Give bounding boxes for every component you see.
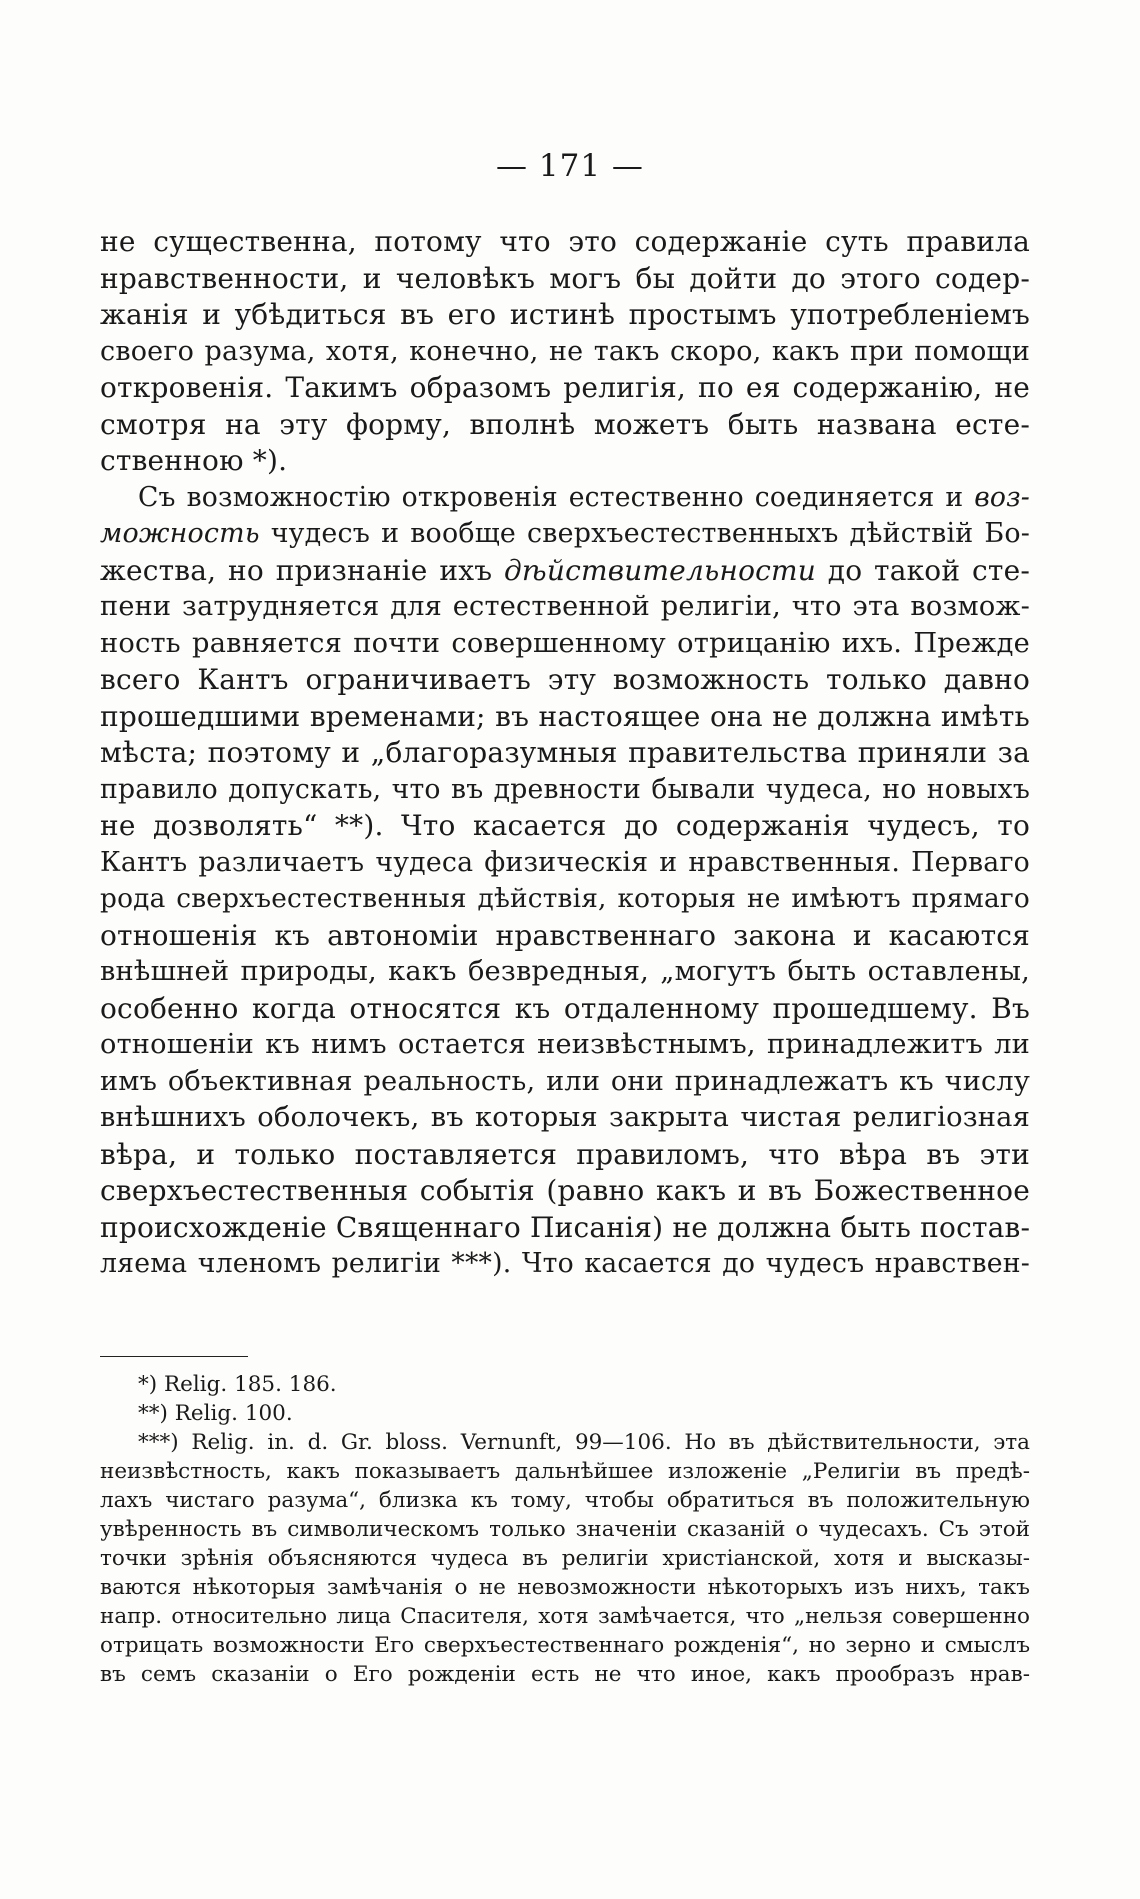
text-line: не существенна, потому что это содержаніе суть правила — [100, 225, 1030, 258]
paragraph-start-line: Съ возможностію откровенія естественно соединяется и воз- — [138, 481, 1030, 513]
text-line: ляема членомъ религіи ***). Что касается до чудесъ нравствен- — [100, 1248, 1030, 1279]
text-line: не дозволять“ **). Что касается до содержанія чудесъ, то — [100, 809, 1030, 842]
text-line: Кантъ различаетъ чудеса физическія и нравственныя. Перваго — [100, 846, 1030, 878]
footnote-line: отрицать возможности Его сверхъестественнаго рожденія“, но зерно и смыслъ — [100, 1633, 1030, 1658]
text-line: всего Кантъ ограничиваетъ эту возможность только давно — [100, 663, 1030, 696]
footnote-line: ***) Relig. in. d. Gr. bloss. Vernunft, 99—106. Но въ дѣйствительности, эта — [138, 1430, 1030, 1455]
footnote-divider — [100, 1356, 248, 1357]
text-line: имъ объективная реальность, или они принадлежатъ къ числу — [100, 1065, 1030, 1097]
text-line: смотря на эту форму, вполнѣ можетъ быть названа есте- — [100, 407, 1030, 441]
footnote-line: **) Relig. 100. — [138, 1401, 293, 1426]
text-line: сверхъестественныя событія (равно какъ и въ Божественное — [100, 1174, 1030, 1207]
text-line: отношенія къ автономіи нравственнаго закона и касаются — [100, 918, 1030, 952]
footnote-line: неизвѣстность, какъ показываетъ дальнѣйшее изложеніе „Религіи въ предѣ- — [100, 1459, 1030, 1484]
text-line: происхожденіе Священнаго Писанія) не должна быть постав- — [100, 1210, 1031, 1244]
footnote-line: напр. относительно лица Спасителя, хотя замѣчается, что „нельзя совершенно — [100, 1604, 1030, 1629]
text-line: особенно когда относятся къ отдаленному прошедшему. Въ — [100, 991, 1030, 1025]
page-number: — 171 — — [496, 148, 644, 184]
text-line: правило допускать, что въ древности бывали чудеса, но новыхъ — [100, 773, 1030, 805]
text-line: пени затрудняется для естественной религіи, что эта возмож- — [100, 591, 1030, 622]
text-line: вѣра, и только поставляется правиломъ, что вѣра въ эти — [100, 1137, 1030, 1171]
text-line: можность чудесъ и вообще сверхъестественныхъ дѣйствій Бо- — [100, 518, 1030, 549]
text-line: жества, но признаніе ихъ дѣйствительности до такой сте- — [100, 553, 1031, 587]
text-line: внѣшнихъ оболочекъ, въ которыя закрыта чистая религіозная — [100, 1102, 1030, 1133]
text-line: рода сверхъестественныя дѣйствія, которыя не имѣютъ прямаго — [100, 884, 1030, 914]
footnotes — [100, 1370, 1030, 1689]
main-text — [100, 224, 1030, 1283]
text-line: нравственности, и человѣкъ могъ бы дойти до этого содер- — [100, 261, 1030, 295]
text-line: ственною *). — [100, 444, 288, 477]
text-line: прошедшими временами; въ настоящее она не должна имѣть — [100, 699, 1030, 733]
text-line: отношеніи къ нимъ остается неизвѣстнымъ, принадлежитъ ли — [100, 1029, 1030, 1060]
text-line: ность равняется почти совершенному отрицанію ихъ. Прежде — [100, 627, 1030, 659]
footnote-line: точки зрѣнія объясняются чудеса въ религіи христіанской, хотя и высказы- — [100, 1546, 1030, 1571]
footnote-line: лахъ чистаго разума“, близка къ тому, чтобы обратиться въ положительную — [100, 1488, 1030, 1513]
footnote-line: въ семъ сказаніи о Его рожденіи есть не что иное, какъ прообразъ нрав- — [100, 1662, 1030, 1687]
footnote-line: *) Relig. 185. 186. — [138, 1372, 337, 1397]
text-line: мѣста; поэтому и „благоразумныя правительства приняли за — [100, 736, 1030, 769]
text-line: внѣшней природы, какъ безвредныя, „могутъ быть оставлены, — [100, 956, 1030, 987]
footnote-line: увѣренность въ символическомъ только значеніи сказаній о чудесахъ. Съ этой — [100, 1517, 1030, 1542]
footnote-line: ваются нѣкоторыя замѣчанія о не невозможности нѣкоторыхъ изъ нихъ, такъ — [100, 1575, 1030, 1600]
text-line: своего разума, хотя, конечно, не такъ скоро, какъ при помощи — [100, 335, 1030, 367]
text-line: жанія и убѣдиться въ его истинѣ простымъ употребленіемъ — [100, 298, 1030, 331]
text-line: откровенія. Такимъ образомъ религія, по ея содержанію, не — [100, 371, 1030, 404]
